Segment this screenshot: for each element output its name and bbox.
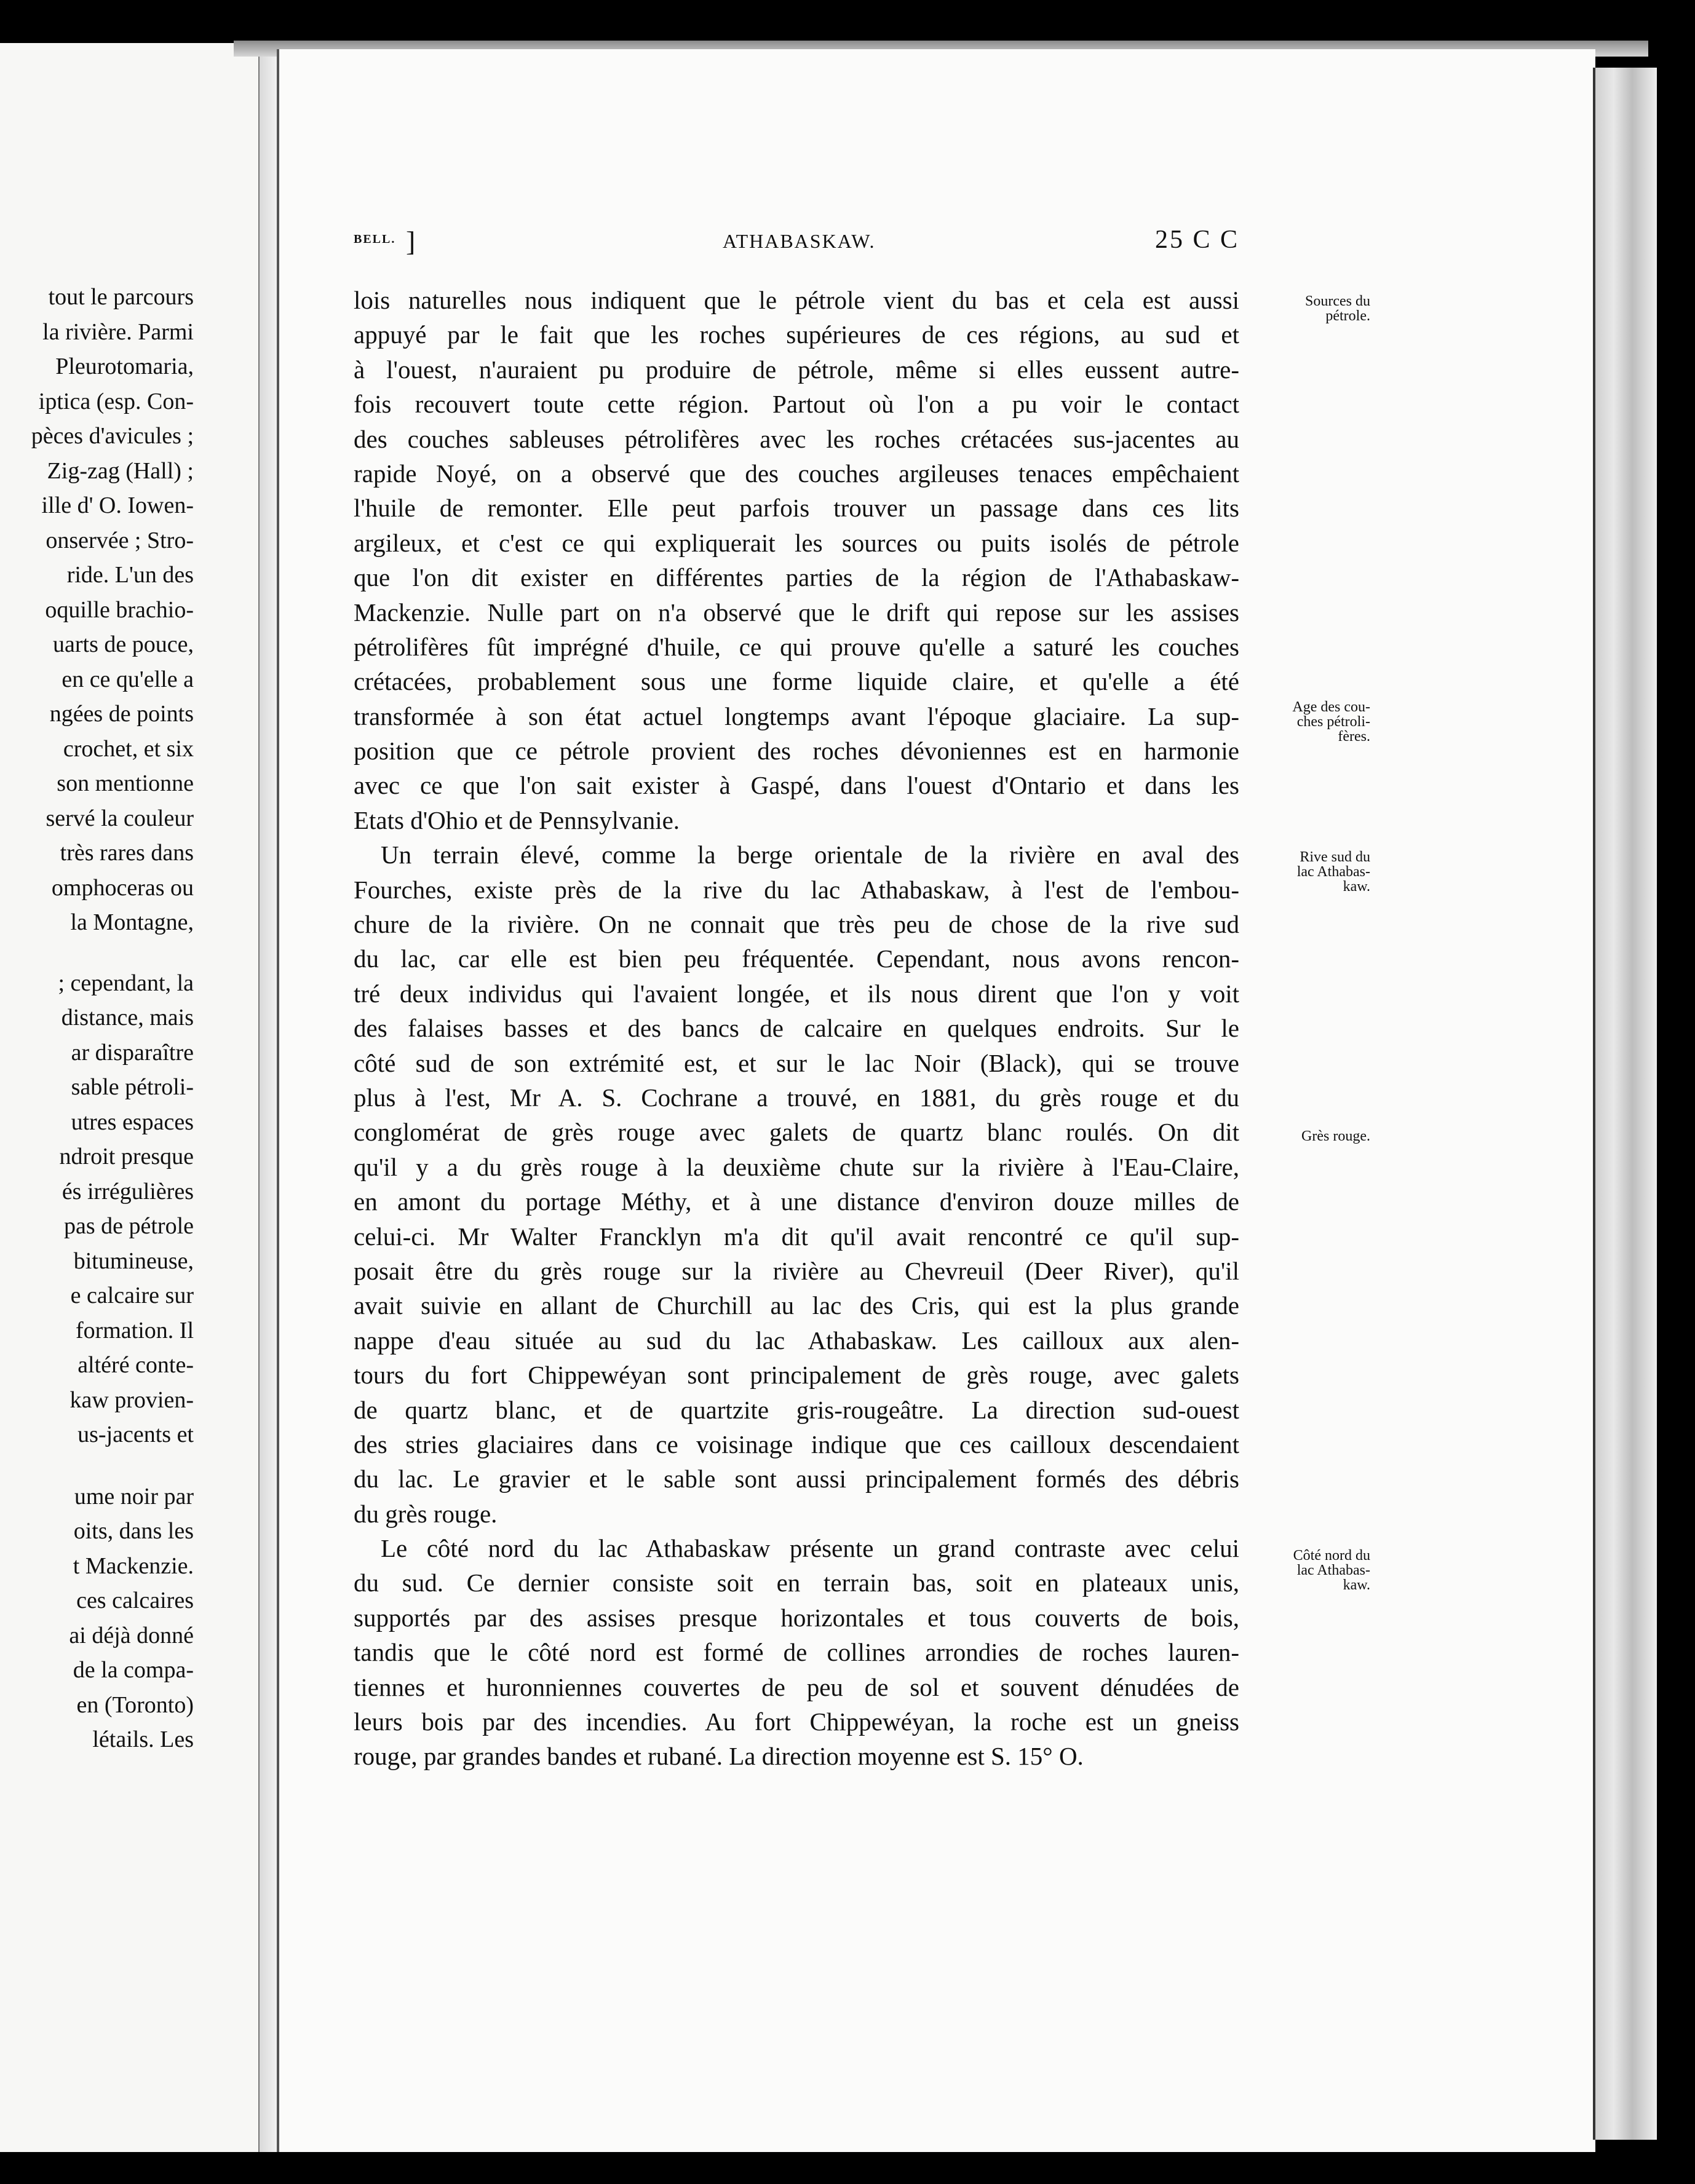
margin-note-line: kaw. [1343, 879, 1370, 895]
left-page-line: ar disparaître [71, 1039, 194, 1066]
body-line: Un terrain élevé, comme la berge orientale de la rivière en aval des [381, 841, 1239, 869]
left-page-line: sable pétroli- [71, 1074, 194, 1100]
left-page-line: oits, dans les [73, 1518, 194, 1544]
body-line: chure de la rivière. On ne connait que très peu de chose de la rive sud [354, 910, 1239, 939]
left-page-line: tout le parcours [48, 284, 194, 310]
body-line: Fourches, existe près de la rive du lac Athabaskaw, à l'est de l'embou- [354, 875, 1239, 904]
left-page-line: létails. Les [92, 1727, 194, 1752]
body-line: en amont du portage Méthy, et à une distance d'environ douze milles de [354, 1187, 1239, 1216]
left-page-line: iptica (esp. Con- [38, 388, 194, 414]
body-line: des couches sableuses pétrolifères avec les roches crétacées sus-jacentes au [354, 424, 1239, 453]
body-line: supportés par des assises presque horizontales et tous couverts de bois, [354, 1603, 1239, 1632]
left-page-line: onservée ; Stro- [46, 527, 194, 553]
left-page-line: bitumineuse, [73, 1248, 194, 1274]
body-line: crétacées, probablement sous une forme liquide claire, et qu'elle a été [354, 667, 1239, 696]
body-line: pétrolifères fût imprégné d'huile, ce qui prouve qu'elle a saturé les couches [354, 632, 1239, 661]
body-line: l'huile de remonter. Elle peut parfois trouver un passage dans ces lits [354, 494, 1239, 523]
running-head-title: ATHABASKAW. [723, 230, 876, 252]
body-line: fois recouvert toute cette région. Partout où l'on a pu voir le contact [354, 390, 1239, 419]
body-line: posait être du grès rouge sur la rivière au Chevreuil (Deer River), qu'il [354, 1256, 1239, 1285]
body-line: côté sud de son extrémité est, et sur le lac Noir (Black), qui se trouve [354, 1048, 1239, 1077]
margin-note-gres-rouge [1241, 1129, 1370, 1144]
left-page-line: ai déjà donné [69, 1622, 194, 1648]
left-page-line: pas de pétrole [63, 1213, 194, 1239]
left-page-line: Zig-zag (Hall) ; [47, 457, 194, 484]
left-page-line: ; cependant, la [58, 970, 194, 996]
body-line: lois naturelles nous indiquent que le pétrole vient du bas et cela est aussi [354, 286, 1239, 314]
left-page-line: és irrégulières [62, 1178, 194, 1205]
body-line: celui-ci. Mr Walter Francklyn m'a dit qu'il avait rencontré ce qu'il sup- [354, 1222, 1239, 1251]
margin-note-line: Sources du [1305, 293, 1370, 309]
left-page-line: la rivière. Parmi [42, 318, 194, 345]
left-page-line: servé la couleur [46, 805, 194, 831]
left-page-line: la Montagne, [70, 909, 194, 935]
body-line: à l'ouest, n'auraient pu produire de pétrole, même si elles eussent autre- [354, 355, 1239, 384]
body-line: du sud. Ce dernier consiste soit en terrain bas, soit en plateaux unis, [354, 1569, 1239, 1597]
body-line: argileux, et c'est ce qui expliquerait les sources ou puits isolés de pétrole [354, 528, 1239, 557]
body-line: transformée à son état actuel longtemps avant l'époque glaciaire. La sup- [354, 702, 1239, 730]
margin-note-sources [1241, 294, 1370, 323]
body-line: Mackenzie. Nulle part on n'a observé que le drift qui repose sur les assises [354, 598, 1239, 627]
left-page-line: formation. Il [75, 1317, 194, 1343]
left-page [0, 43, 260, 2152]
margin-note-line: Rive sud du [1300, 849, 1370, 865]
left-page-line: omphoceras ou [51, 874, 194, 901]
body-line: rouge, par grandes bandes et rubané. La direction moyenne est S. 15° O. [354, 1742, 1084, 1771]
left-page-line: us-jacents et [77, 1422, 194, 1447]
left-page-line: en ce qu'elle a [62, 666, 194, 692]
body-line: position que ce pétrole provient des roches dévoniennes est en harmonie [354, 737, 1239, 766]
running-head [354, 228, 1239, 264]
margin-note-line: pétrole. [1325, 308, 1370, 324]
body-line: leurs bois par des incendies. Au fort Chippewéyan, la roche est un gneiss [354, 1707, 1239, 1736]
margin-note-line: lac Athabas- [1296, 1562, 1370, 1578]
body-line: du lac, car elle est bien peu fréquentée. Cependant, nous avons rencon- [354, 944, 1239, 973]
body-line: du lac. Le gravier et le sable sont aussi principalement formés des débris [354, 1465, 1239, 1494]
body-line: tandis que le côté nord est formé de collines arrondies de roches lauren- [354, 1638, 1239, 1667]
body-line: que l'on dit exister en différentes parties de la région de l'Athabaskaw- [354, 563, 1239, 592]
left-page-line: ille d' O. Iowen- [41, 493, 194, 518]
margin-note-age [1241, 700, 1370, 744]
body-line: tours du fort Chippewéyan sont principalement de grès rouge, avec galets [354, 1361, 1239, 1390]
left-page-line: uarts de pouce, [53, 631, 194, 657]
body-line: rapide Noyé, on a observé que des couches argileuses tenaces empêchaient [354, 459, 1239, 488]
left-page-line: Pleurotomaria, [55, 354, 194, 379]
body-line: nappe d'eau située au sud du lac Athabaskaw. Les cailloux aux alen- [354, 1326, 1239, 1355]
margin-note-line: ches pétroli- [1296, 714, 1370, 730]
body-line: conglomérat de grès rouge avec galets de quartz blanc roulés. On dit [354, 1118, 1239, 1147]
body-line: qu'il y a du grès rouge à la deuxième chute sur la rivière à l'Eau-Claire, [354, 1152, 1239, 1181]
left-page-line: oquille brachio- [45, 596, 194, 623]
left-page-line: distance, mais [61, 1005, 194, 1031]
running-head-bracket: ] [406, 226, 416, 257]
left-page-line: ume noir par [74, 1483, 194, 1509]
left-page-line: très rares dans [60, 840, 194, 866]
body-line: Le côté nord du lac Athabaskaw présente un grand contraste avec celui [381, 1534, 1239, 1563]
running-head-author: BELL. [354, 232, 396, 246]
book-gutter [258, 43, 278, 2152]
left-page-line: e calcaire sur [70, 1283, 194, 1308]
left-page-line: de la compa- [73, 1657, 194, 1683]
body-line: avec ce que l'on sait exister à Gaspé, dans l'ouest d'Ontario et dans les [354, 771, 1239, 800]
left-page-line: ngées de points [49, 701, 194, 727]
left-page-line: utres espaces [71, 1109, 194, 1135]
body-line: tré deux individus qui l'avaient longée, et ils nous dirent que l'on y voit [354, 979, 1239, 1008]
body-line: tiennes et huronniennes couvertes de peu de sol et souvent dénudées de [354, 1672, 1239, 1701]
margin-note-line: fères. [1338, 729, 1370, 745]
body-line: des falaises basses et des bancs de calcaire en quelques endroits. Sur le [354, 1014, 1239, 1043]
left-page-line: son mentionne [57, 770, 194, 796]
body-text [354, 283, 1239, 1774]
margin-note-rive-sud [1241, 850, 1370, 894]
left-page-line: en (Toronto) [76, 1691, 194, 1718]
left-page-line: crochet, et six [63, 735, 194, 762]
margin-note-line: Côté nord du [1293, 1548, 1370, 1564]
body-line: plus à l'est, Mr A. S. Cochrane a trouvé, en 1881, du grès rouge et du [354, 1083, 1239, 1112]
body-line: appuyé par le fait que les roches supérieures de ces régions, au sud et [354, 320, 1239, 349]
body-line: du grès rouge. [354, 1499, 498, 1528]
left-page-line: ride. L'un des [66, 562, 194, 588]
margin-note-cote-nord [1241, 1548, 1370, 1593]
margin-note-line: kaw. [1343, 1577, 1370, 1593]
left-page-line: altéré conte- [77, 1352, 194, 1378]
page-stack-edge [1593, 68, 1657, 2140]
body-line: de quartz blanc, et de quartzite gris-rougeâtre. La direction sud-ouest [354, 1395, 1239, 1424]
left-page-line: kaw provien- [69, 1387, 194, 1413]
body-line: Etats d'Ohio et de Pennsylvanie. [354, 805, 680, 834]
margin-note-line: Grès rouge. [1301, 1128, 1370, 1144]
left-page-line: ndroit presque [59, 1144, 194, 1169]
body-line: des stries glaciaires dans ce voisinage indique que ces cailloux descendaient [354, 1430, 1239, 1458]
left-page-text [0, 280, 194, 1757]
left-page-line: pèces d'avicules ; [31, 423, 194, 449]
left-page-line: t Mackenzie. [73, 1553, 194, 1579]
margin-note-line: Age des cou- [1292, 699, 1370, 715]
margin-note-line: lac Athabas- [1296, 864, 1370, 880]
left-page-line: ces calcaires [76, 1588, 194, 1613]
body-line: avait suivie en allant de Churchill au lac des Cris, qui est la plus grande [354, 1291, 1239, 1320]
page-number: 25 C C [1154, 226, 1239, 254]
